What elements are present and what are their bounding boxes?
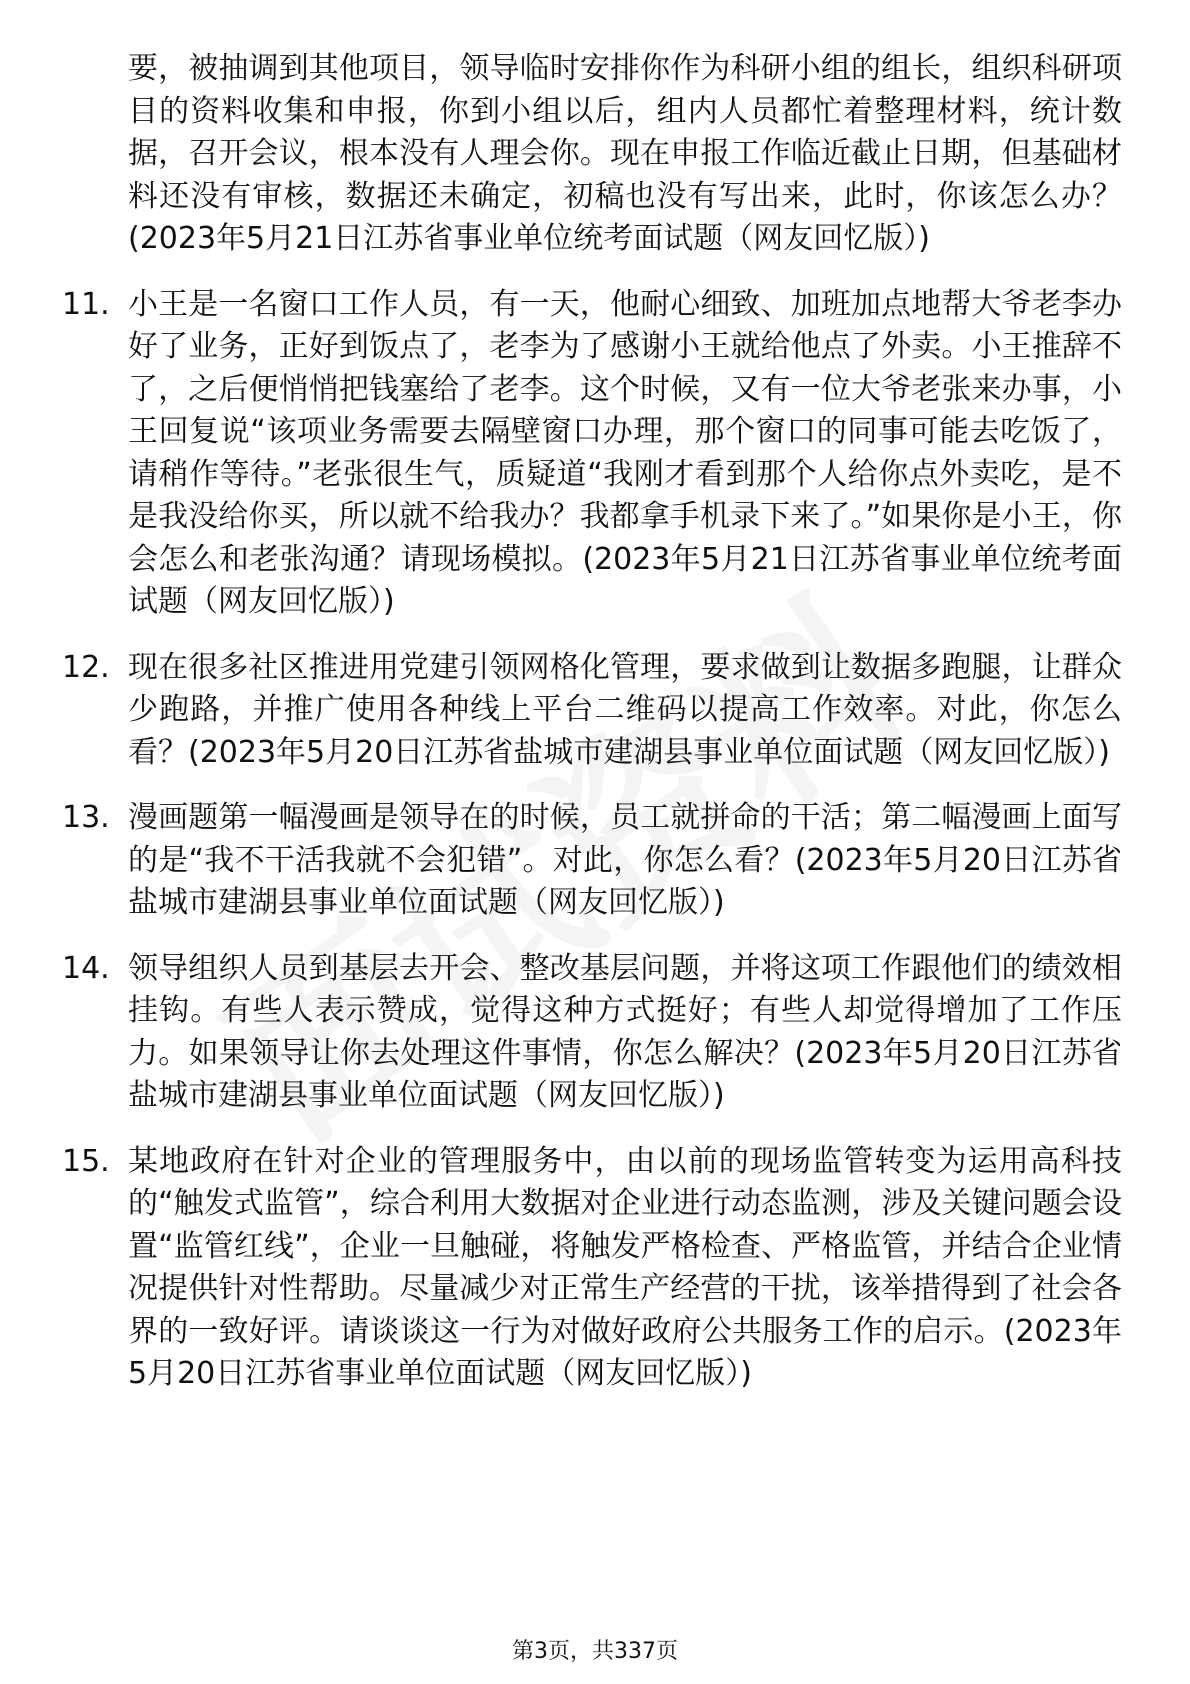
question-item-12 [62, 647, 1122, 775]
question-number: 12. [62, 649, 110, 685]
question-text: 现在很多社区推进用党建引领网格化管理，要求做到让数据多跑腿，让群众少跑路，并推广使用各种线上平台二维码以提高工作效率。对此，你怎么看？(2023年5月20日江苏省盐城市建湖县事业单位面试题（网友回忆版）) [128, 649, 1122, 770]
question-list [62, 48, 1122, 1419]
question-item-15 [62, 1141, 1122, 1396]
question-item-14 [62, 948, 1122, 1118]
question-item-11 [62, 284, 1122, 624]
page-footer: 第3页，共337页 [512, 1639, 678, 1664]
question-number: 13. [62, 800, 110, 835]
question-text: 某地政府在针对企业的管理服务中，由以前的现场监管转变为运用高科技的“触发式监管”，综合利用大数据对企业进行动态监测，涉及关键问题会设置“监管红线”，企业一旦触碰，将触发严格检查、严格监管，并结合企业情况提供针对性帮助。尽量减少对正常生产经营的干扰，该举措得到了社会各界的一致好评。请谈谈这一行为对做好政府公共服务工作的启示。(2023年5月20日江苏省事业单位面试题（网友回忆版）) [128, 1143, 1122, 1391]
question-number: 15. [62, 1143, 110, 1179]
continued-question-text: 要，被抽调到其他项目，领导临时安排你作为科研小组的组长，组织科研项目的资料收集和申报，你到小组以后，组内人员都忙着整理材料，统计数据，召开会议，根本没有人理会你。现在申报工作临近截止日期，但基础材料还没有审核，数据还未确定，初稿也没有写出来，此时，你该怎么办？(2023年5月21日江苏省事业单位统考面试题（网友回忆版）) [128, 51, 1122, 256]
question-number: 14. [62, 950, 110, 986]
question-item-13 [62, 797, 1122, 925]
question-text: 领导组织人员到基层去开会、整改基层问题，并将这项工作跟他们的绩效相挂钩。有些人表示赞成，觉得这种方式挺好；有些人却觉得增加了工作压力。如果领导让你去处理这件事情，你怎么解决？(2023年5月20日江苏省盐城市建湖县事业单位面试题（网友回忆版）) [128, 950, 1122, 1113]
question-text: 小王是一名窗口工作人员，有一天，他耐心细致、加班加点地帮大爷老李办好了业务，正好到饭点了，老李为了感谢小王就给他点了外卖。小王推辞不了，之后便悄悄把钱塞给了老李。这个时候，又有一位大爷老张来办事，小王回复说“该项业务需要去隔壁窗口办理，那个窗口的同事可能去吃饭了，请稍作等待。”老张很生气，质疑道“我刚才看到那个人给你点外卖吃，是不是我没给你买，所以就不给我办？我都拿手机录下来了。”如果你是小王，你会怎么和老张沟通？请现场模拟。(2023年5月21日江苏省事业单位统考面试题（网友回忆版）) [128, 286, 1122, 619]
question-number: 11. [62, 286, 110, 322]
question-text: 漫画题第一幅漫画是领导在的时候，员工就拼命的干活；第二幅漫画上面写的是“我不干活我就不会犯错”。对此，你怎么看？(2023年5月20日江苏省盐城市建湖县事业单位面试题（网友回忆版）) [128, 800, 1122, 920]
